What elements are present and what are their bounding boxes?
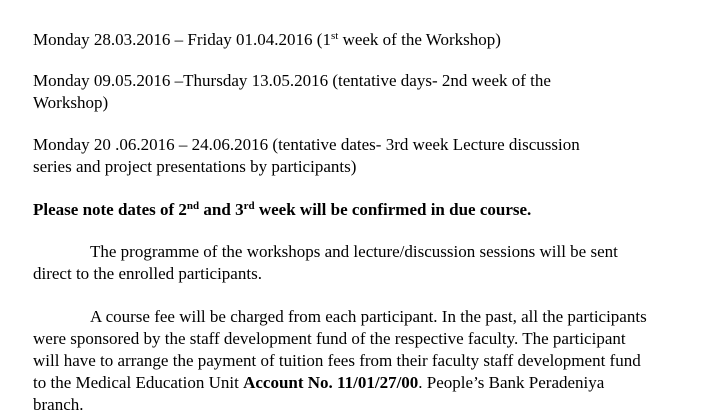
fee-line5: branch. — [33, 395, 84, 414]
fee-line2: were sponsored by the staff development fund of the respective faculty. The participant — [33, 329, 626, 348]
note-ordinal-2: rd — [243, 200, 255, 212]
week1-suffix: week of the Workshop) — [338, 30, 501, 49]
week2-line2: Workshop) — [33, 93, 109, 112]
week3-line2: series and project presentations by participants) — [33, 157, 357, 176]
fee-line4 — [33, 372, 718, 394]
week1-ordinal: st — [330, 30, 339, 42]
note-ordinal-1: nd — [186, 200, 200, 212]
week2-line1: Monday 09.05.2016 –Thursday 13.05.2016 (tentative days- 2nd week of the — [33, 71, 551, 90]
week2-schedule — [33, 70, 718, 114]
programme-paragraph — [33, 241, 718, 285]
week1-line — [33, 29, 718, 51]
confirmation-note — [33, 199, 718, 221]
programme-line1: The programme of the workshops and lecture/discussion sessions will be sent — [90, 242, 618, 261]
note-line — [33, 199, 718, 221]
account-number: Account No. 11/01/27/00 — [243, 373, 419, 392]
fee-line3: will have to arrange the payment of tuition fees from their faculty staff development fund — [33, 351, 641, 370]
fee-paragraph — [33, 306, 718, 416]
fee-line1: A course fee will be charged from each participant. In the past, all the participants — [90, 307, 647, 326]
week3-line1: Monday 20 .06.2016 – 24.06.2016 (tentative dates- 3rd week Lecture discussion — [33, 135, 580, 154]
programme-line2: direct to the enrolled participants. — [33, 264, 262, 283]
note-part2: and 3 — [199, 200, 244, 219]
week1-prefix: Monday 28.03.2016 – Friday 01.04.2016 (1 — [33, 30, 331, 49]
fee-line4-prefix: to the Medical Education Unit — [33, 373, 244, 392]
week1-schedule — [33, 29, 718, 51]
note-part3: week will be confirmed in due course. — [254, 200, 532, 219]
note-part1: Please note dates of 2 — [33, 200, 187, 219]
fee-line4-suffix: . People’s Bank Peradeniya — [418, 373, 605, 392]
week3-schedule — [33, 134, 718, 178]
